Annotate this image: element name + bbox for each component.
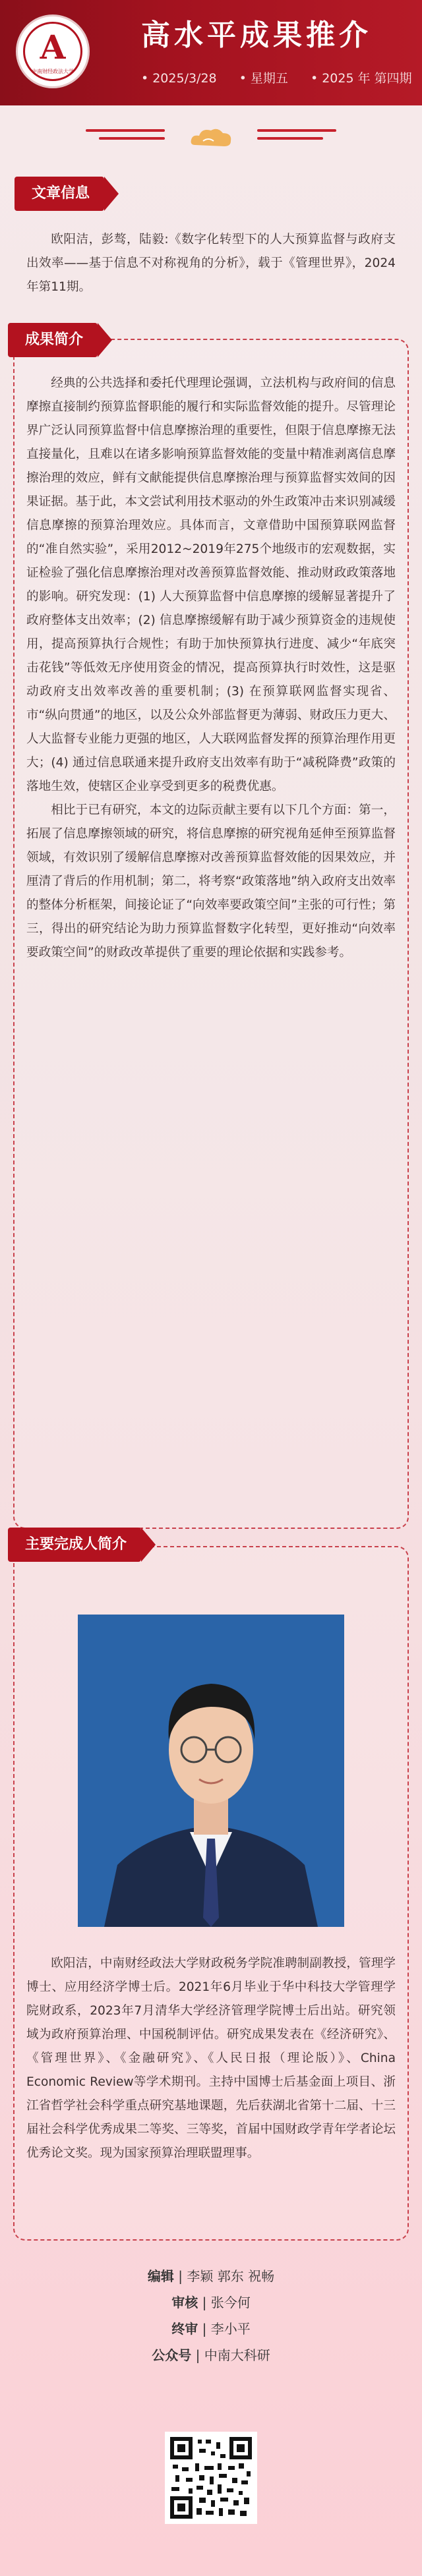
publish-date: • 2025/3/28 (141, 71, 217, 86)
weekday: • 星期五 (239, 71, 288, 86)
credit-account: 公众号 | 中南大科研 (152, 2347, 270, 2363)
issue-number: • 2025 年 第四期 (311, 71, 412, 86)
credit-editor: 编辑 | 李颖 郭东 祝畅 (147, 2268, 275, 2284)
credit-reviewer: 审核 | 张今何 (171, 2295, 251, 2310)
university-logo (16, 14, 90, 88)
summary-paragraph: 经典的公共选择和委托代理理论强调，立法机构与政府间的信息摩擦直接制约预算监督职能的履行和实际监督效能的提升。尽管理论界广泛认同预算监督中信息摩擦治理的重要性，但限于信息摩擦无法直接量化，且难以在诸多影响预算监督效能的变量中精准剥离信息摩擦治理的效应，鲜有文献能提供信息摩擦治理与预算监督实效间的因果证据。基于此，本文尝试利用技术驱动的外生政策冲击来识别减缓信息摩擦的预算治理效应。具体而言，文章借助中国预算联网监督的“准自然实验”，采用2012~2019年275个地级市的宏观数据，实证检验了强化信息摩擦治理对改善预算监督效能、推动财政政策落地的影响。研究发现：(1) 人大预算监督中信息摩擦的缓解显著提升了政府整体支出效率；(2) 信息摩擦缓解有助于减少预算资金的违规使用，提高预算执行合规性；有助于加快预算执行进度、减少“年底突击花钱”等低效无序使用资金的情况，提高预算执行时效性，这是驱动政府支出效率改善的重要机制；(3) 在预算联网监督实现省、市“纵向贯通”的地区，以及公众外部监督更为薄弱、财政压力更大、人大监督专业能力更强的地区，人大联网监督发挥的预算治理作用更大；(4) 通过信息联通来提升政府支出效率有助于“减税降费”政策的落地生效，使辖区企业享受到更多的税费优惠。 (26, 376, 396, 793)
credits (0, 2263, 422, 2368)
section-label-summary: 成果简介 (8, 323, 98, 357)
author-bio (26, 1952, 396, 2165)
issue-meta (141, 69, 422, 86)
credit-final-review: 终审 | 李小平 (171, 2321, 251, 2337)
summary-paragraph: 相比于已有研究，本文的边际贡献主要有以下几个方面：第一，拓展了信息摩擦领域的研究，将信息摩擦的研究视角延伸至预算监督领域，有效识别了缓解信息摩擦对改善预算监督效能的因果效应，并厘清了背后的作用机制；第二，将考察“政策落地”纳入政府支出效率的整体分析框架，间接论证了“向效率要政策空间”主张的可行性；第三，得出的研究结论为助力预算监督数字化转型，更好推动“向效率要政策空间”的财政改革提供了重要的理论依据和实践参考。 (26, 803, 396, 959)
article-citation: 欧阳洁，彭骜，陆毅:《数字化转型下的人大预算监督与政府支出效率——基于信息不对称视角的分析》，载于《管理世界》，2024年第11期。 (26, 233, 396, 294)
header-banner (0, 0, 422, 105)
article-info-text (26, 228, 396, 299)
section-label-article-info: 文章信息 (15, 177, 104, 211)
section-label-author: 主要完成人简介 (8, 1528, 141, 1562)
summary-text (26, 372, 396, 965)
cloud-ornament-icon (189, 125, 235, 157)
logo-text: 中南财经政法大学 (32, 69, 74, 74)
qr-code (165, 2432, 257, 2524)
page-title: 高水平成果推介 (141, 18, 372, 52)
logo-letter: A (40, 28, 66, 67)
author-bio-text: 欧阳洁，中南财经政法大学财政税务学院准聘制副教授，管理学博士、应用经济学博士后。2021年6月毕业于华中科技大学管理学院财政系，2023年7月清华大学经济管理学院博士后出站。研究领域为政府预算治理、中国税制评估。研究成果发表在《经济研究》、《管理世界》、《金融研究》、《人民日报（理论版）》、China Economic Review等学术期刊。主持中国博士后基金面上项目、浙江省哲学社会科学重点研究基地课题，先后获湖北省第十二届、十三届社会科学优秀成果二等奖、三等奖，首届中国财政学青年学者论坛优秀论文奖。现为国家预算治理联盟理事。 (26, 1957, 396, 2160)
portrait-photo (78, 1615, 344, 1927)
